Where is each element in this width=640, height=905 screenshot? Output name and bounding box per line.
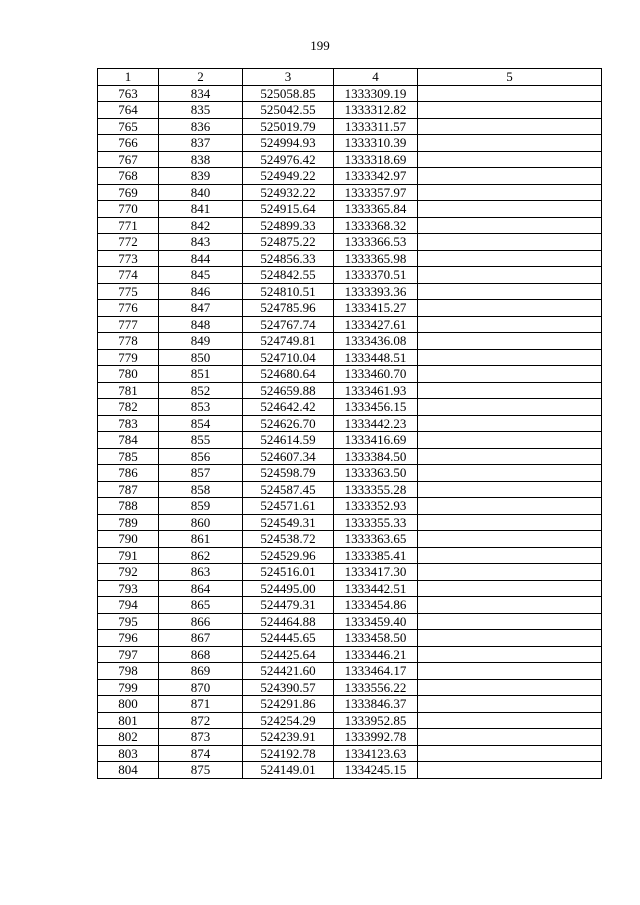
table-cell: 525058.85: [243, 85, 334, 102]
table-cell: 857: [159, 465, 243, 482]
table-cell: 792: [98, 564, 159, 581]
table-cell: 524538.72: [243, 531, 334, 548]
table-cell: 524749.81: [243, 333, 334, 350]
table-cell: 854: [159, 415, 243, 432]
table-cell: 871: [159, 696, 243, 713]
column-header-2: 2: [159, 69, 243, 86]
table-cell: 1334245.15: [334, 762, 418, 779]
table-row: [98, 762, 602, 779]
table-cell: 772: [98, 234, 159, 251]
table-cell: 774: [98, 267, 159, 284]
table-cell: 524549.31: [243, 514, 334, 531]
table-cell: 790: [98, 531, 159, 548]
table-cell: 1334123.63: [334, 745, 418, 762]
table-cell: [418, 217, 602, 234]
table-cell: [418, 267, 602, 284]
table-cell: 524587.45: [243, 481, 334, 498]
table-header: [98, 69, 602, 86]
table-row: [98, 316, 602, 333]
table-cell: 1333556.22: [334, 679, 418, 696]
table-cell: 1333355.33: [334, 514, 418, 531]
table-cell: 783: [98, 415, 159, 432]
table-row: [98, 349, 602, 366]
table-row: [98, 712, 602, 729]
table-cell: 846: [159, 283, 243, 300]
table-cell: 524642.42: [243, 399, 334, 416]
table-cell: 835: [159, 102, 243, 119]
table-cell: 1333318.69: [334, 151, 418, 168]
table-cell: [418, 465, 602, 482]
table-row: [98, 498, 602, 515]
table-cell: 1333460.70: [334, 366, 418, 383]
table-cell: 840: [159, 184, 243, 201]
table-cell: 524192.78: [243, 745, 334, 762]
table-cell: 860: [159, 514, 243, 531]
table-cell: 766: [98, 135, 159, 152]
table-cell: 853: [159, 399, 243, 416]
table-cell: 842: [159, 217, 243, 234]
table-cell: 524842.55: [243, 267, 334, 284]
table-cell: 524291.86: [243, 696, 334, 713]
page-number: 199: [310, 38, 330, 53]
table-cell: 765: [98, 118, 159, 135]
table-cell: 525019.79: [243, 118, 334, 135]
table-row: [98, 514, 602, 531]
table-cell: 524571.61: [243, 498, 334, 515]
table-cell: 1333415.27: [334, 300, 418, 317]
table-cell: 1333464.17: [334, 663, 418, 680]
table-cell: 524254.29: [243, 712, 334, 729]
table-cell: [418, 580, 602, 597]
table-cell: 864: [159, 580, 243, 597]
table-cell: 872: [159, 712, 243, 729]
table-cell: 787: [98, 481, 159, 498]
table-row: [98, 547, 602, 564]
table-cell: 781: [98, 382, 159, 399]
table-cell: [418, 168, 602, 185]
table-row: [98, 613, 602, 630]
table-cell: 843: [159, 234, 243, 251]
table-row: [98, 267, 602, 284]
table-cell: 793: [98, 580, 159, 597]
table-cell: 524626.70: [243, 415, 334, 432]
table-cell: 771: [98, 217, 159, 234]
table-cell: [418, 184, 602, 201]
table-cell: 524856.33: [243, 250, 334, 267]
table-cell: [418, 349, 602, 366]
table-cell: [418, 646, 602, 663]
table-row: [98, 580, 602, 597]
table-row: [98, 85, 602, 102]
table-cell: 849: [159, 333, 243, 350]
table-cell: 859: [159, 498, 243, 515]
table-row: [98, 366, 602, 383]
table-cell: 1333366.53: [334, 234, 418, 251]
table-cell: 770: [98, 201, 159, 218]
table-cell: 1333459.40: [334, 613, 418, 630]
table-cell: 1333311.57: [334, 118, 418, 135]
table-cell: 836: [159, 118, 243, 135]
table-cell: 801: [98, 712, 159, 729]
table-cell: 524994.93: [243, 135, 334, 152]
table-cell: 1333952.85: [334, 712, 418, 729]
table-row: [98, 333, 602, 350]
table-cell: 524949.22: [243, 168, 334, 185]
table-cell: 804: [98, 762, 159, 779]
table-row: [98, 630, 602, 647]
table-cell: 524810.51: [243, 283, 334, 300]
header-row: [98, 69, 602, 86]
table-cell: 870: [159, 679, 243, 696]
table-cell: 1333352.93: [334, 498, 418, 515]
table-row: [98, 168, 602, 185]
table-cell: 866: [159, 613, 243, 630]
table-cell: 1333992.78: [334, 729, 418, 746]
table-row: [98, 564, 602, 581]
table-cell: 524659.88: [243, 382, 334, 399]
table-cell: [418, 630, 602, 647]
table-cell: 875: [159, 762, 243, 779]
table-cell: 773: [98, 250, 159, 267]
table-cell: 524899.33: [243, 217, 334, 234]
table-cell: 775: [98, 283, 159, 300]
table-row: [98, 646, 602, 663]
table-cell: 1333385.41: [334, 547, 418, 564]
table-row: [98, 151, 602, 168]
table-cell: 767: [98, 151, 159, 168]
table-cell: 1333363.50: [334, 465, 418, 482]
table-cell: 778: [98, 333, 159, 350]
table-cell: [418, 201, 602, 218]
table-cell: 1333393.36: [334, 283, 418, 300]
table-cell: 1333427.61: [334, 316, 418, 333]
table-row: [98, 217, 602, 234]
table-cell: 524239.91: [243, 729, 334, 746]
table-cell: 838: [159, 151, 243, 168]
coordinates-table: [97, 68, 602, 779]
table-cell: [418, 597, 602, 614]
table-cell: [418, 448, 602, 465]
table-row: [98, 465, 602, 482]
table-cell: [418, 135, 602, 152]
table-body: [98, 85, 602, 778]
table-cell: 1333416.69: [334, 432, 418, 449]
table-cell: 524614.59: [243, 432, 334, 449]
table-cell: [418, 250, 602, 267]
table-row: [98, 448, 602, 465]
table-cell: 788: [98, 498, 159, 515]
table-cell: [418, 762, 602, 779]
table-cell: 800: [98, 696, 159, 713]
table-cell: 524495.00: [243, 580, 334, 597]
table-cell: 1333446.21: [334, 646, 418, 663]
table-cell: 867: [159, 630, 243, 647]
table-cell: 1333310.39: [334, 135, 418, 152]
table-cell: [418, 498, 602, 515]
table-row: [98, 663, 602, 680]
table-row: [98, 481, 602, 498]
table-cell: 1333846.37: [334, 696, 418, 713]
table-cell: [418, 283, 602, 300]
table-row: [98, 234, 602, 251]
table-cell: 1333363.65: [334, 531, 418, 548]
table-cell: 525042.55: [243, 102, 334, 119]
table-cell: 1333417.30: [334, 564, 418, 581]
table-cell: 851: [159, 366, 243, 383]
table-cell: 524875.22: [243, 234, 334, 251]
table-cell: 1333309.19: [334, 85, 418, 102]
table-cell: 839: [159, 168, 243, 185]
table-cell: 524516.01: [243, 564, 334, 581]
table-cell: 863: [159, 564, 243, 581]
table-cell: 795: [98, 613, 159, 630]
table-cell: [418, 366, 602, 383]
table-cell: 763: [98, 85, 159, 102]
table-cell: 777: [98, 316, 159, 333]
table-row: [98, 729, 602, 746]
table-cell: 791: [98, 547, 159, 564]
table-row: [98, 118, 602, 135]
table-cell: [418, 382, 602, 399]
table-cell: 524421.60: [243, 663, 334, 680]
table-cell: 873: [159, 729, 243, 746]
column-header-4: 4: [334, 69, 418, 86]
table-cell: [418, 712, 602, 729]
table-cell: 855: [159, 432, 243, 449]
table-cell: 1333448.51: [334, 349, 418, 366]
table-cell: 524425.64: [243, 646, 334, 663]
table-cell: [418, 696, 602, 713]
table-cell: 1333312.82: [334, 102, 418, 119]
table-cell: 786: [98, 465, 159, 482]
table-cell: 524767.74: [243, 316, 334, 333]
table-cell: 768: [98, 168, 159, 185]
table-cell: 524680.64: [243, 366, 334, 383]
table-cell: 1333456.15: [334, 399, 418, 416]
table-cell: 802: [98, 729, 159, 746]
table-cell: 794: [98, 597, 159, 614]
table-cell: 848: [159, 316, 243, 333]
table-row: [98, 184, 602, 201]
table-cell: 524915.64: [243, 201, 334, 218]
table-cell: 1333442.51: [334, 580, 418, 597]
table-cell: 834: [159, 85, 243, 102]
table-cell: 869: [159, 663, 243, 680]
table-cell: [418, 234, 602, 251]
table-cell: [418, 415, 602, 432]
table-cell: 524529.96: [243, 547, 334, 564]
table-cell: 837: [159, 135, 243, 152]
table-cell: [418, 432, 602, 449]
table-cell: 524607.34: [243, 448, 334, 465]
table-cell: 1333461.93: [334, 382, 418, 399]
table-row: [98, 102, 602, 119]
table-cell: 1333365.98: [334, 250, 418, 267]
table-cell: 524710.04: [243, 349, 334, 366]
table-cell: [418, 118, 602, 135]
table-row: [98, 679, 602, 696]
table-cell: [418, 729, 602, 746]
table-cell: 1333370.51: [334, 267, 418, 284]
table-cell: 524598.79: [243, 465, 334, 482]
table-cell: 524785.96: [243, 300, 334, 317]
table-cell: 847: [159, 300, 243, 317]
table-cell: 868: [159, 646, 243, 663]
table-cell: 797: [98, 646, 159, 663]
table-cell: 769: [98, 184, 159, 201]
table-cell: 799: [98, 679, 159, 696]
table-cell: 780: [98, 366, 159, 383]
table-cell: 841: [159, 201, 243, 218]
table-cell: 524390.57: [243, 679, 334, 696]
table-cell: 1333365.84: [334, 201, 418, 218]
table-cell: 845: [159, 267, 243, 284]
table-cell: 782: [98, 399, 159, 416]
table-cell: 858: [159, 481, 243, 498]
table-cell: 1333436.08: [334, 333, 418, 350]
table-cell: [418, 679, 602, 696]
table-cell: 524149.01: [243, 762, 334, 779]
table-cell: 1333442.23: [334, 415, 418, 432]
table-cell: [418, 102, 602, 119]
table-cell: 1333458.50: [334, 630, 418, 647]
table-cell: 844: [159, 250, 243, 267]
table-row: [98, 415, 602, 432]
table-row: [98, 531, 602, 548]
table-cell: 524464.88: [243, 613, 334, 630]
table-row: [98, 382, 602, 399]
table-cell: 861: [159, 531, 243, 548]
table-cell: [418, 531, 602, 548]
table-cell: 764: [98, 102, 159, 119]
table-cell: 850: [159, 349, 243, 366]
table-row: [98, 745, 602, 762]
table-cell: 865: [159, 597, 243, 614]
table-row: [98, 300, 602, 317]
table-cell: 1333368.32: [334, 217, 418, 234]
table-cell: 784: [98, 432, 159, 449]
table-cell: [418, 151, 602, 168]
table-cell: 524976.42: [243, 151, 334, 168]
table-cell: 1333342.97: [334, 168, 418, 185]
table-cell: [418, 745, 602, 762]
table-cell: 524445.65: [243, 630, 334, 647]
table-cell: [418, 316, 602, 333]
table-cell: 1333384.50: [334, 448, 418, 465]
table-cell: 524479.31: [243, 597, 334, 614]
table-row: [98, 201, 602, 218]
table-cell: 852: [159, 382, 243, 399]
table-cell: 776: [98, 300, 159, 317]
table-row: [98, 135, 602, 152]
table-cell: [418, 399, 602, 416]
table-cell: 798: [98, 663, 159, 680]
table-cell: 1333355.28: [334, 481, 418, 498]
table-cell: 524932.22: [243, 184, 334, 201]
table-cell: [418, 333, 602, 350]
table-row: [98, 696, 602, 713]
table-row: [98, 432, 602, 449]
column-header-3: 3: [243, 69, 334, 86]
table-cell: 803: [98, 745, 159, 762]
table-row: [98, 283, 602, 300]
table-cell: [418, 514, 602, 531]
table-cell: 1333357.97: [334, 184, 418, 201]
table-cell: [418, 613, 602, 630]
table-cell: 789: [98, 514, 159, 531]
table-cell: [418, 663, 602, 680]
table-cell: 1333454.86: [334, 597, 418, 614]
column-header-5: 5: [418, 69, 602, 86]
table-cell: 856: [159, 448, 243, 465]
table-cell: [418, 564, 602, 581]
table-cell: [418, 85, 602, 102]
table-cell: [418, 300, 602, 317]
table-cell: [418, 481, 602, 498]
column-header-1: 1: [98, 69, 159, 86]
table-row: [98, 250, 602, 267]
table-row: [98, 597, 602, 614]
table-cell: 779: [98, 349, 159, 366]
table-cell: 874: [159, 745, 243, 762]
table-cell: 862: [159, 547, 243, 564]
table-cell: [418, 547, 602, 564]
table-cell: 796: [98, 630, 159, 647]
table-cell: 785: [98, 448, 159, 465]
table-row: [98, 399, 602, 416]
